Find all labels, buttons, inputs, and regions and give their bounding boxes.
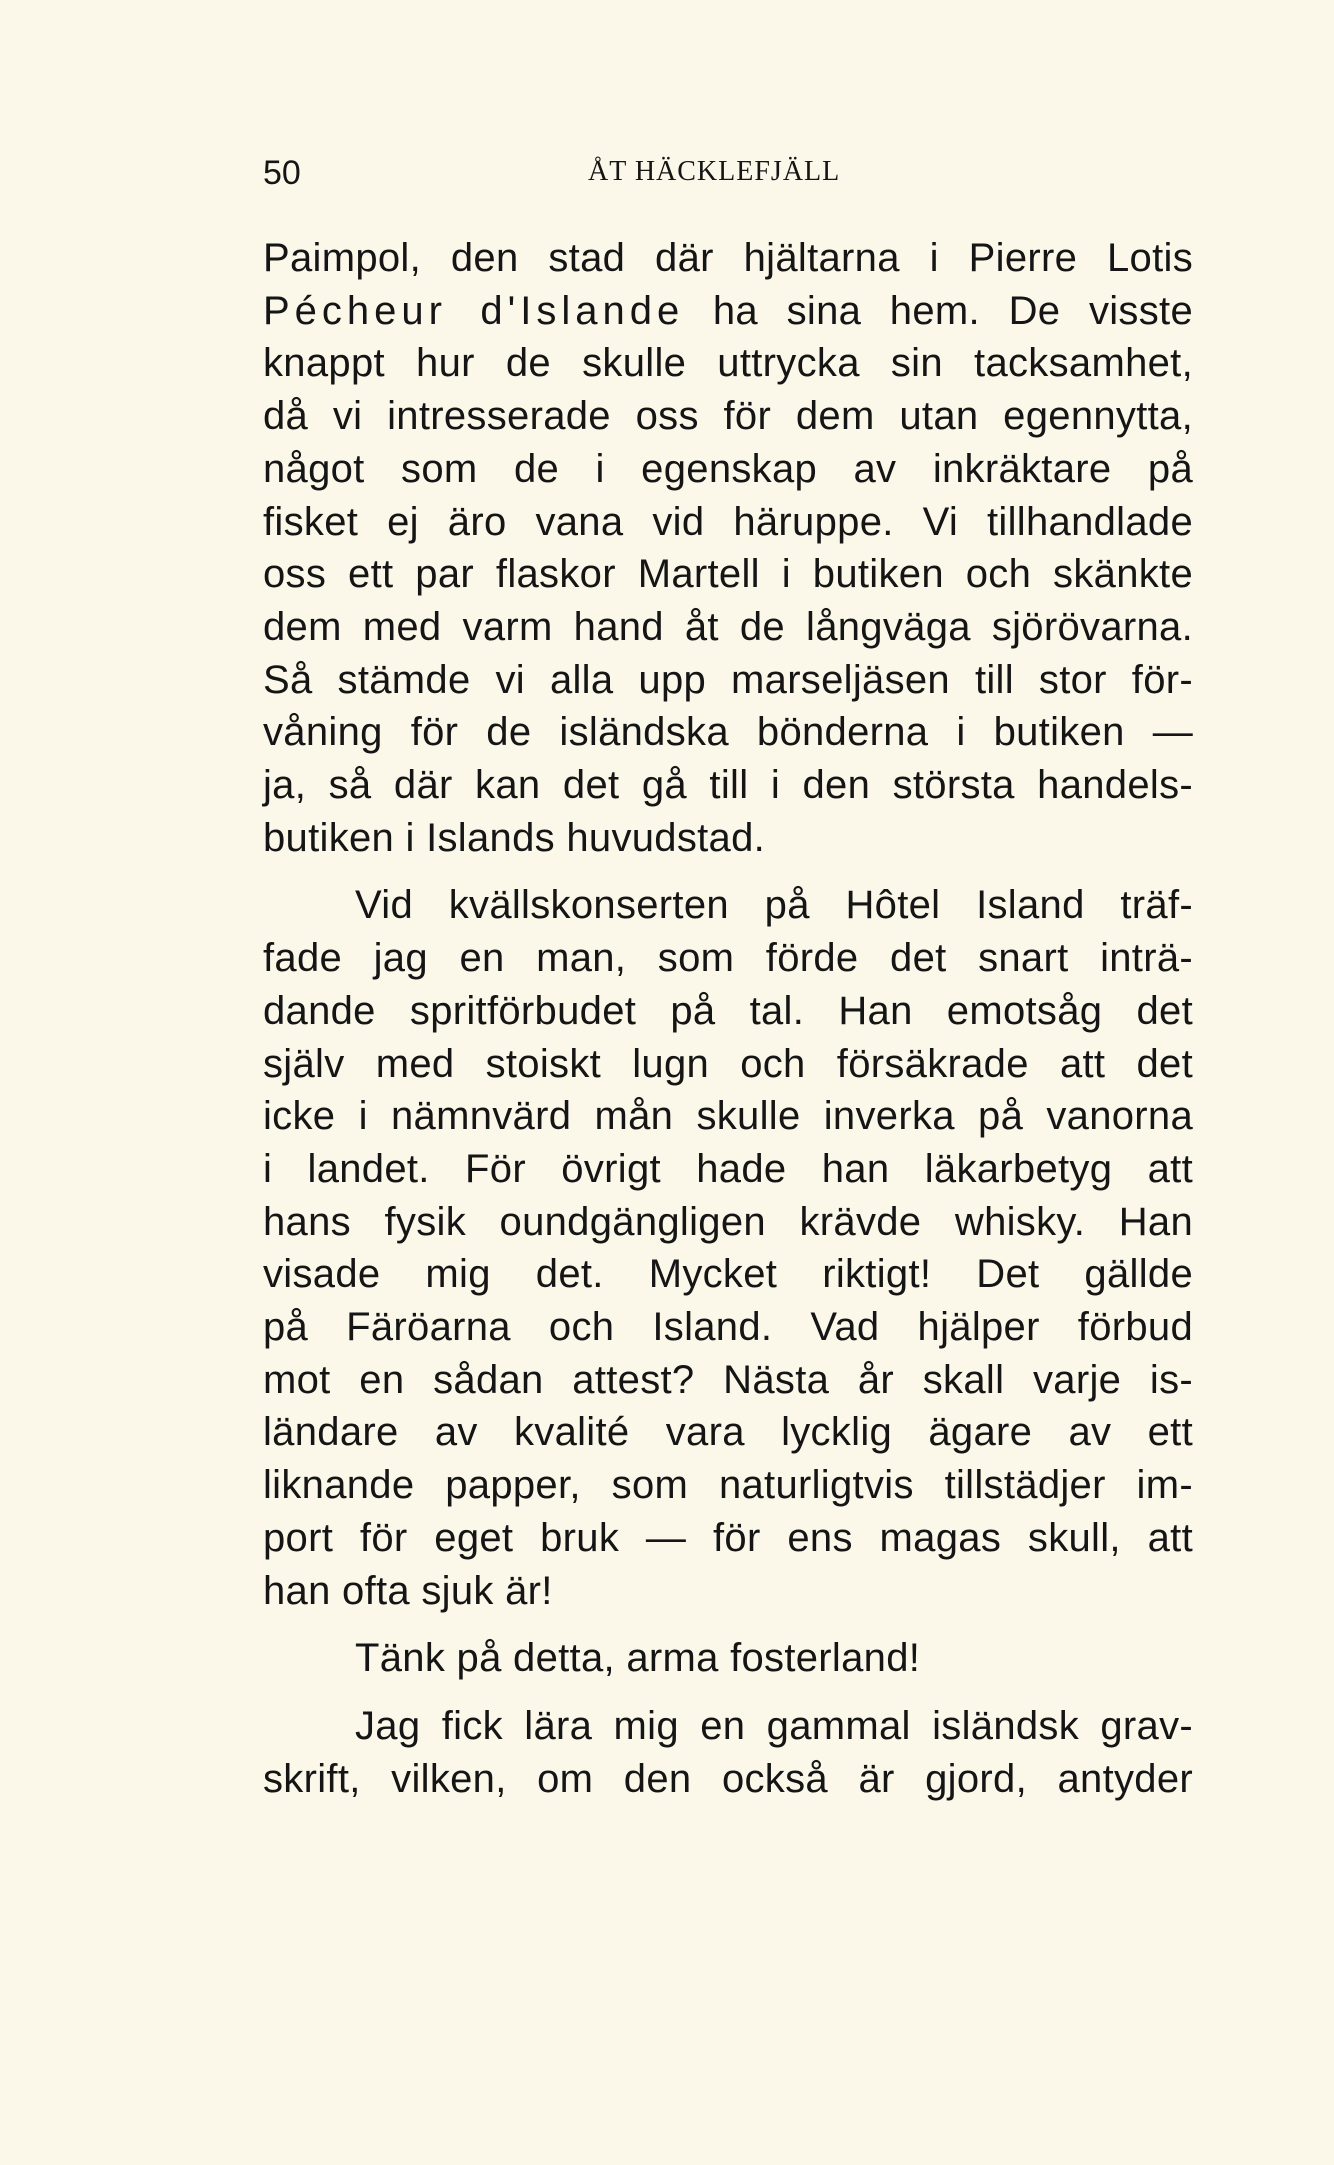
text-line: något som de i egenskap av inkräktare på	[263, 446, 1193, 491]
running-head	[263, 148, 1193, 192]
text-line: Vid kvällskonserten på Hôtel Island träf-	[355, 883, 1193, 928]
text-line: på Färöarna och Island. Vad hjälper förbud	[263, 1305, 1193, 1350]
text-line: visade mig det. Mycket riktigt! Det gällde	[263, 1252, 1193, 1297]
text-line: våning för de isländska bönderna i butiken —	[263, 710, 1193, 755]
book-title-spaced: Pécheur d'Islande	[263, 288, 685, 333]
paragraph-2	[263, 879, 1193, 1617]
text-line	[263, 285, 1193, 338]
text-line: dande spritförbudet på tal. Han emotsåg det	[263, 988, 1193, 1033]
text-line: Paimpol, den stad där hjältarna i Pierre Lotis	[263, 236, 1193, 280]
text-line: i landet. För övrigt hade han läkarbetyg att	[263, 1146, 1193, 1191]
text-line: butiken i Islands huvudstad.	[263, 815, 766, 860]
paragraph-1	[263, 232, 1193, 864]
paragraph-3	[263, 1632, 1193, 1685]
text-line: fisket ej äro vana vid häruppe. Vi tillhandlade	[263, 499, 1193, 544]
running-title: ÅT HÄCKLEFJÄLL	[588, 156, 841, 187]
text-block	[263, 148, 1193, 1820]
text-line: dem med varm hand åt de långväga sjörövarna.	[263, 604, 1193, 649]
text-line: ja, så där kan det gå till i den största handels-	[263, 763, 1193, 808]
text-line: fade jag en man, som förde det snart inträ-	[263, 936, 1193, 981]
text-line: han ofta sjuk är!	[263, 1568, 553, 1613]
text-line: oss ett par flaskor Martell i butiken och skänkte	[263, 552, 1193, 597]
page-number: 50	[263, 154, 301, 192]
paragraph-4	[263, 1700, 1193, 1805]
text-line: Så stämde vi alla upp marseljäsen till stor för-	[263, 657, 1193, 702]
text-line: icke i nämnvärd mån skulle inverka på vanorna	[263, 1094, 1193, 1139]
text-line: mot en sådan attest? Nästa år skall varje is-	[263, 1357, 1193, 1402]
text-line: liknande papper, som naturligtvis tillstädjer im-	[263, 1463, 1193, 1508]
text-line-rest: ha sina hem. De visste	[684, 288, 1193, 333]
text-line: Tänk på detta, arma fosterland!	[355, 1636, 921, 1681]
text-line: Jag fick lära mig en gammal isländsk grav-	[355, 1703, 1193, 1748]
text-line: ländare av kvalité vara lycklig ägare av ett	[263, 1410, 1193, 1455]
text-line: knappt hur de skulle uttrycka sin tacksamhet,	[263, 341, 1193, 386]
text-line: själv med stoiskt lugn och försäkrade att det	[263, 1041, 1193, 1086]
text-line: då vi intresserade oss för dem utan egennytta,	[263, 394, 1193, 439]
text-line: port för eget bruk — för ens magas skull, att	[263, 1515, 1193, 1560]
text-line: skrift, vilken, om den också är gjord, antyder	[263, 1756, 1193, 1801]
text-line: hans fysik oundgängligen krävde whisky. Han	[263, 1199, 1193, 1244]
